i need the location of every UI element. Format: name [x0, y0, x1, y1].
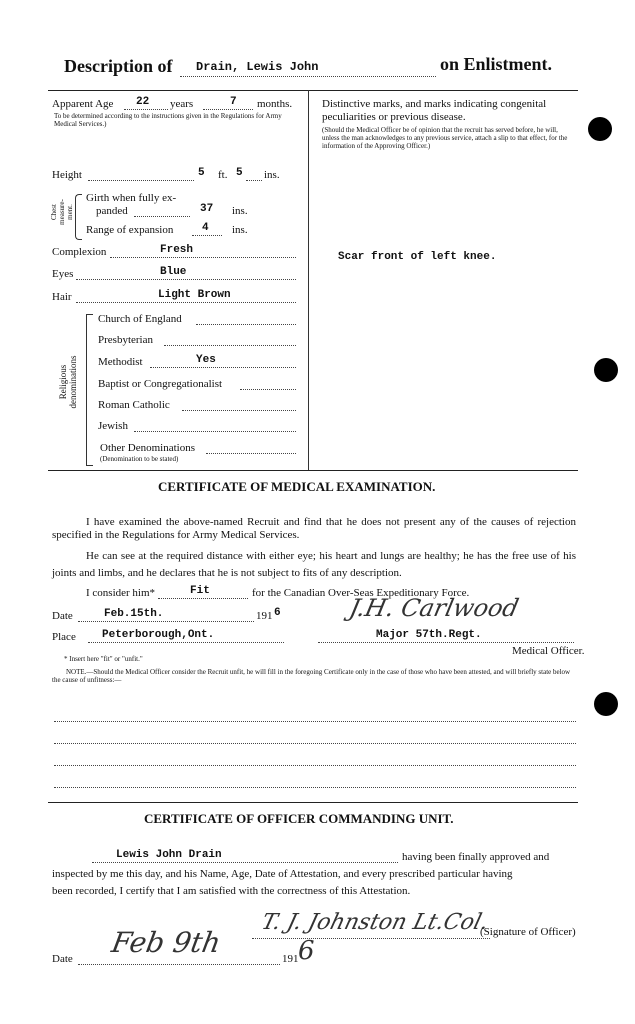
- religion-dots-1: [164, 345, 296, 346]
- medical-date-value: Feb.15th.: [104, 608, 164, 620]
- table-divider: [308, 90, 309, 470]
- recruit-name: Lewis John Drain: [116, 849, 222, 861]
- commanding-line1: having been finally approved and: [402, 851, 550, 863]
- medical-footnote-fit: * Insert here "fit" or "unfit.": [64, 655, 143, 663]
- girth-label-2: panded: [96, 205, 128, 217]
- marks-note: (Should the Medical Officer be of opinion that the recruit has served before, he will, unless the man acknowledges to any previous service, attach a slip to that effect, for the information of the Approving Officer.): [322, 126, 568, 150]
- force-label: for the Canadian Over-Seas Expeditionary Force.: [252, 587, 470, 599]
- hair-label: Hair: [52, 291, 72, 303]
- religion-item-roman-catholic: Roman Catholic: [98, 399, 170, 411]
- commanding-title: CERTIFICATE OF OFFICER COMMANDING UNIT.: [144, 811, 454, 826]
- age-months-line: [203, 109, 253, 110]
- height-ft: 5: [198, 167, 205, 179]
- height-dots: [88, 180, 194, 181]
- eyes-dots: [76, 279, 296, 280]
- consider-dots: [158, 598, 248, 599]
- range-label: Range of expansion: [86, 224, 174, 236]
- medical-officer-rank: Major 57th.Regt.: [376, 629, 482, 641]
- range-unit: ins.: [232, 224, 248, 236]
- medical-date-label: Date: [52, 610, 73, 622]
- medical-place-label: Place: [52, 631, 76, 643]
- religion-item-baptist: Baptist or Congregationalist: [98, 378, 223, 390]
- girth-value: 37: [200, 203, 214, 215]
- religion-item-methodist: Methodist: [98, 356, 143, 368]
- age-label: Apparent Age: [52, 98, 114, 110]
- commanding-date-dots: [78, 964, 280, 965]
- religion-dots-2: [150, 367, 296, 368]
- medical-signature-line: [318, 642, 574, 643]
- age-years: 22: [136, 96, 150, 108]
- girth-label-1: Girth when fully ex-: [86, 192, 177, 204]
- punch-hole-3: [594, 692, 618, 716]
- consider-label: I consider him*: [86, 587, 156, 599]
- section-divider: [48, 802, 578, 803]
- header-title-prefix: Description of: [64, 56, 173, 76]
- height-ins-line: [246, 180, 262, 181]
- age-years-line: [124, 109, 168, 110]
- religion-dots-5: [134, 431, 296, 432]
- ins-label: ins.: [264, 169, 280, 181]
- girth-dots: [134, 216, 190, 217]
- marks-heading-2: peculiarities or previous disease.: [322, 111, 466, 123]
- consider-value: Fit: [190, 585, 210, 597]
- commanding-signature-label: (Signature of Officer): [480, 926, 576, 938]
- unfit-line-3: [54, 765, 576, 766]
- header-name: Drain, Lewis John: [196, 60, 319, 74]
- header-title-suffix: on Enlistment.: [440, 54, 553, 74]
- hair-value: Light Brown: [158, 289, 231, 301]
- commanding-year-digit: 6: [298, 936, 315, 966]
- unfit-line-2: [54, 743, 576, 744]
- age-note: To be determined according to the instructions given in the Regulations for Army Medical Services.): [54, 112, 282, 128]
- range-value: 4: [202, 222, 209, 234]
- commanding-signature-line: [252, 938, 490, 939]
- medical-year-prefix: 191: [256, 610, 273, 622]
- complexion-value: Fresh: [160, 244, 194, 256]
- religion-dots-4: [182, 410, 296, 411]
- medical-place-value: Peterborough,Ont.: [102, 629, 215, 641]
- recruit-name-dots: [92, 862, 398, 863]
- age-months: 7: [230, 96, 237, 108]
- religion-side-label: Religious denominations: [58, 355, 78, 409]
- religion-dots-0: [196, 324, 296, 325]
- religion-item-presbyterian: Presbyterian: [98, 334, 153, 346]
- commanding-date-label: Date: [52, 953, 73, 965]
- commanding-year-prefix: 191: [282, 953, 299, 965]
- religion-item-other: Other Denominations: [100, 442, 196, 454]
- eyes-label: Eyes: [52, 268, 74, 280]
- medical-place-dots: [88, 642, 284, 643]
- eyes-value: Blue: [160, 266, 187, 278]
- religion-dots-6: [206, 453, 296, 454]
- commanding-line2: inspected by me this day, and his Name, Age, Date of Attestation, and every prescribed particular having: [52, 868, 513, 880]
- marks-heading-1: Distinctive marks, and marks indicating congenital: [322, 98, 547, 110]
- punch-hole-1: [588, 117, 612, 141]
- height-ins: 5: [236, 167, 243, 179]
- medical-note: NOTE.—Should the Medical Officer consider the Recruit unfit, he will fill in the foregoing Certificate only in the case of those who have been attested, and will briefly state below the cause of unfitness:—: [52, 668, 571, 684]
- medical-officer-title: Medical Officer.: [512, 645, 585, 657]
- commanding-line3: been recorded, I certify that I am satisfied with the correctness of this Attestation.: [52, 885, 411, 897]
- medical-title: CERTIFICATE OF MEDICAL EXAMINATION.: [158, 479, 436, 494]
- medical-year-digit: 6: [274, 607, 281, 619]
- months-label: months.: [257, 98, 293, 110]
- girth-unit: ins.: [232, 205, 248, 217]
- complexion-dots: [110, 257, 296, 258]
- marks-value: Scar front of left knee.: [338, 251, 497, 263]
- religion-dots-3: [240, 389, 296, 390]
- header-name-line: [180, 76, 436, 77]
- range-dots: [192, 235, 222, 236]
- unfit-line-1: [54, 721, 576, 722]
- medical-para2: He can see at the required distance with either eye; his heart and lungs are healthy; he has the free use of his joints and limbs, and he declares that he is not subject to fits of any description.: [52, 550, 576, 579]
- religion-bracket: [86, 314, 93, 466]
- table-top-border: [48, 90, 578, 91]
- years-label: years: [170, 98, 194, 110]
- hair-dots: [76, 302, 296, 303]
- unfit-line-4: [54, 787, 576, 788]
- religion-value-methodist: Yes: [196, 354, 216, 366]
- religion-other-note: (Denomination to be stated): [100, 455, 179, 463]
- chest-bracket: [75, 194, 82, 240]
- complexion-label: Complexion: [52, 246, 107, 258]
- medical-para1: I have examined the above-named Recruit and find that he does not present any of the causes of rejection specified in the Regulations for Army Medical Services.: [52, 516, 576, 541]
- religion-item-jewish: Jewish: [98, 420, 128, 432]
- commanding-date-value: Feb 9th: [109, 926, 224, 959]
- height-label: Height: [52, 169, 82, 181]
- medical-date-dots: [78, 621, 254, 622]
- chest-label: Chest measure-ment.: [50, 199, 74, 225]
- punch-hole-2: [594, 358, 618, 382]
- medical-signature: J.H. Carlwood: [347, 594, 522, 622]
- table-bottom-border: [48, 470, 578, 471]
- commanding-signature: T. J. Johnston Lt.Col.: [258, 910, 492, 935]
- ft-label: ft.: [218, 169, 228, 181]
- religion-item-church-of-england: Church of England: [98, 313, 182, 325]
